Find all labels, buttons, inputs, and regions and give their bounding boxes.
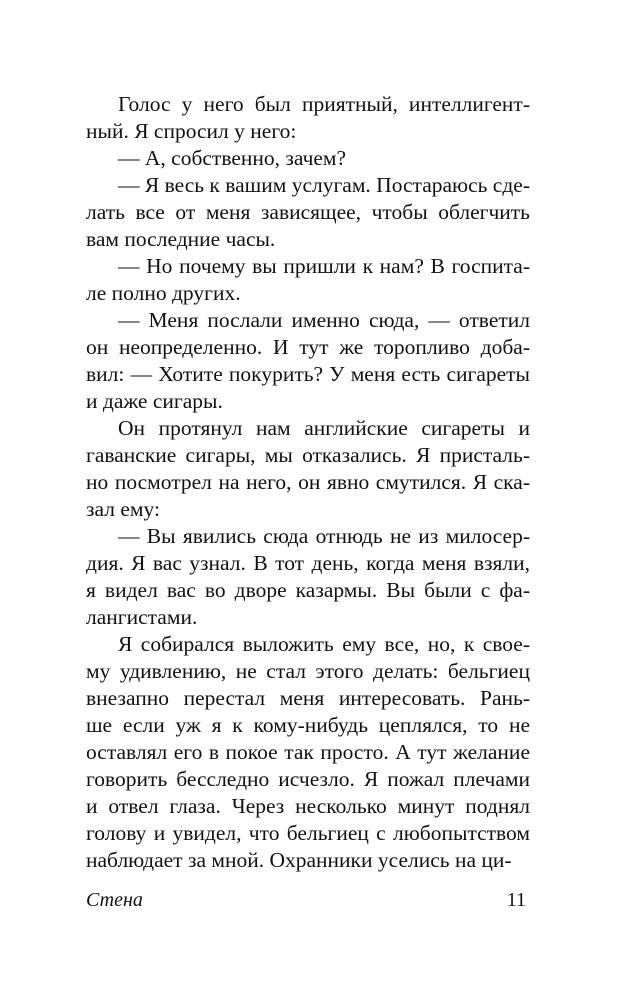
text-line: Я собирался выложить ему все, но, к свое-	[118, 632, 530, 656]
running-title: Стена	[86, 889, 143, 911]
text-line: — А, собственно, зачем?	[118, 146, 347, 170]
text-line: лать все от меня зависящее, чтобы облегчить	[86, 200, 530, 224]
text-line: Он протянул нам английские сигареты и	[118, 416, 530, 440]
text-line: и даже сигары.	[86, 389, 223, 413]
text-line: — Я весь к вашим услугам. Постараюсь сде-	[118, 173, 530, 197]
text-line: вам последние часы.	[86, 227, 276, 251]
text-line: дия. Я вас узнал. В тот день, когда меня взяли,	[86, 551, 530, 575]
text-line: внезапно перестал меня интересовать. Рань-	[86, 686, 530, 710]
text-line: зал ему:	[86, 497, 160, 521]
text-line: голову и увидел, что бельгиец с любопытством	[86, 821, 530, 845]
page-footer	[86, 889, 526, 919]
text-line: лангистами.	[86, 605, 198, 629]
text-line: я видел вас во дворе казармы. Вы были с фа-	[86, 578, 530, 602]
text-line: — Меня послали именно сюда, — ответил	[118, 308, 530, 332]
text-line: наблюдает за мной. Охранники уселись на ци-	[86, 848, 512, 872]
text-line: оставлял его в покое так просто. А тут желание	[86, 740, 530, 764]
text-line: ше если уж я к кому-нибудь цеплялся, то не	[86, 713, 530, 737]
body-text	[86, 91, 530, 874]
text-line: но посмотрел на него, он явно смутился. Я ска-	[86, 470, 530, 494]
text-line: гаванские сигары, мы отказались. Я присталь-	[86, 443, 530, 467]
text-line: вил: — Хотите покурить? У меня есть сигареты	[86, 362, 530, 386]
text-line: и отвел глаза. Через несколько минут поднял	[86, 794, 530, 818]
text-line: ный. Я спросил у него:	[86, 119, 297, 143]
text-line: Голос у него был приятный, интеллигент-	[118, 92, 530, 116]
text-line: ле полно других.	[86, 281, 241, 305]
text-line: — Вы явились сюда отнюдь не из милосер-	[118, 524, 530, 548]
text-line: — Но почему вы пришли к нам? В госпита-	[118, 254, 530, 278]
text-line: он неопределенно. И тут же торопливо доба-	[86, 335, 530, 359]
page-number: 11	[506, 889, 526, 911]
text-line: му удивлению, не стал этого делать: бельгиец	[86, 659, 530, 683]
text-line: говорить бесследно исчезло. Я пожал плечами	[86, 767, 530, 791]
